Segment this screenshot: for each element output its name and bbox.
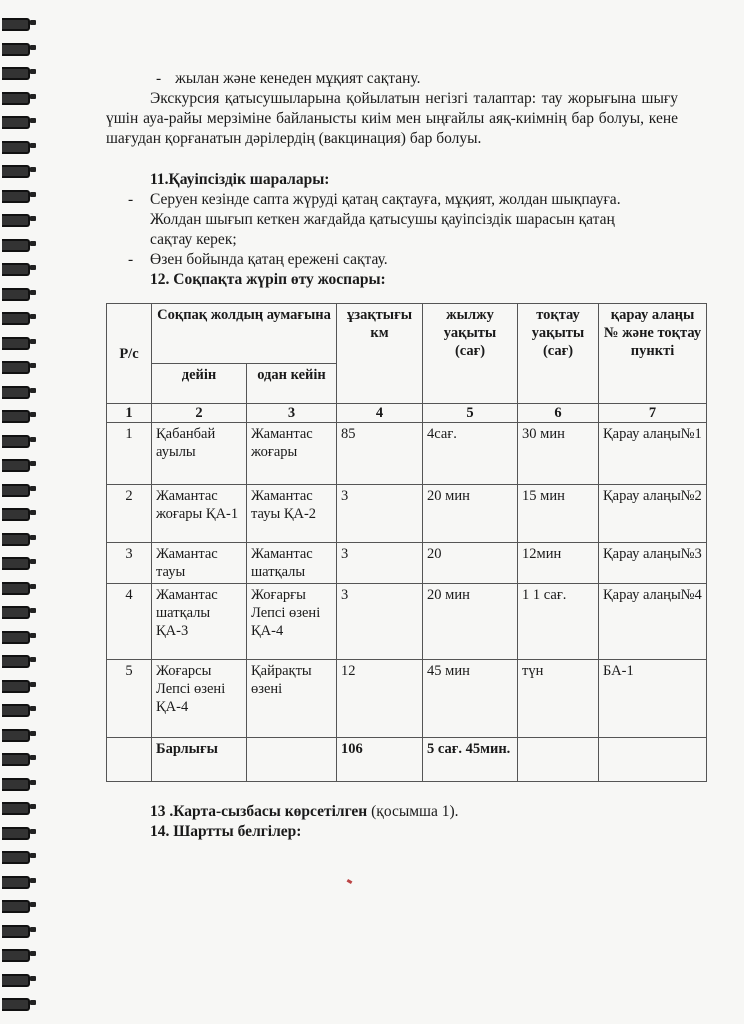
cell-move: 45 мин	[423, 660, 518, 738]
column-number: 7	[599, 404, 707, 423]
total-km: 106	[337, 738, 423, 782]
binding-ring	[2, 312, 30, 325]
bullet-dash: -	[156, 70, 162, 87]
cell-to: Жамантас жоғары	[247, 423, 337, 485]
column-number: 3	[247, 404, 337, 423]
cell-point: Қарау алаңы№2	[599, 485, 707, 543]
binding-ring	[2, 949, 30, 962]
cell-empty	[107, 738, 152, 782]
binding-ring	[2, 263, 30, 276]
table-row	[107, 584, 707, 660]
binding-hole	[30, 927, 36, 932]
bullet-line	[156, 69, 676, 89]
cell-move: 20 мин	[423, 584, 518, 660]
binding-hole	[30, 878, 36, 883]
binding-ring	[2, 851, 30, 864]
item-dash: -	[128, 191, 134, 208]
cell-point: Қарау алаңы№1	[599, 423, 707, 485]
header-stop-time: тоқтау уақыты (сағ)	[518, 304, 599, 404]
binding-ring	[2, 533, 30, 546]
cell-from: Жамантас жоғары ҚА-1	[152, 485, 247, 543]
header-to: одан кейін	[247, 364, 337, 404]
column-number-row	[107, 404, 707, 423]
binding-hole	[30, 461, 36, 466]
cell-from: Жамантас шатқалы ҚА-3	[152, 584, 247, 660]
binding-ring	[2, 67, 30, 80]
binding-ring	[2, 729, 30, 742]
item-dash: -	[128, 251, 134, 268]
cell-km: 3	[337, 584, 423, 660]
header-rs: Р/с	[107, 304, 152, 404]
binding-ring	[2, 484, 30, 497]
column-number: 1	[107, 404, 152, 423]
cell-point: БА-1	[599, 660, 707, 738]
binding-hole	[30, 853, 36, 858]
bullet-text: жылан және кенеден мұқият сақтану.	[175, 70, 421, 87]
route-plan-table	[106, 303, 707, 782]
binding-ring	[2, 631, 30, 644]
cell-point: Қарау алаңы№3	[599, 543, 707, 584]
section-11-item-text: Серуен кезінде сапта жүруді қатаң сақтауға, мұқият, жолдан шықпауға. Жолдан шығып кеткен жағдайда қатысушы қауіпсіздік шарасын қатаң сақтау керек;	[150, 191, 621, 248]
binding-hole	[30, 216, 36, 221]
header-length: ұзақтығы км	[337, 304, 423, 404]
binding-hole	[30, 755, 36, 760]
binding-hole	[30, 94, 36, 99]
binding-ring	[2, 557, 30, 570]
column-number: 4	[337, 404, 423, 423]
cell-move: 4сағ.	[423, 423, 518, 485]
binding-hole	[30, 314, 36, 319]
cell-km: 3	[337, 485, 423, 543]
binding-ring	[2, 900, 30, 913]
binding-ring	[2, 190, 30, 203]
binding-ring	[2, 704, 30, 717]
binding-ring	[2, 43, 30, 56]
binding-hole	[30, 486, 36, 491]
cell-to: Жамантас шатқалы	[247, 543, 337, 584]
binding-hole	[30, 388, 36, 393]
binding-hole	[30, 951, 36, 956]
binding-hole	[30, 20, 36, 25]
binding-hole	[30, 584, 36, 589]
header-area: Соқпақ жолдың аумағына	[152, 304, 337, 364]
binding-ring	[2, 361, 30, 374]
binding-ring	[2, 410, 30, 423]
binding-hole	[30, 192, 36, 197]
section-11-title: 11.Қауіпсіздік шаралары:	[150, 171, 330, 188]
cell-move: 20	[423, 543, 518, 584]
binding-ring	[2, 435, 30, 448]
binding-hole	[30, 118, 36, 123]
binding-ring	[2, 827, 30, 840]
binding-ring	[2, 778, 30, 791]
document-page	[44, 0, 744, 1024]
binding-ring	[2, 655, 30, 668]
section-14-title: 14. Шартты белгілер:	[150, 823, 302, 840]
binding-hole	[30, 69, 36, 74]
binding-hole	[30, 608, 36, 613]
binding-hole	[30, 265, 36, 270]
binding-ring	[2, 386, 30, 399]
section-13-note: (қосымша 1).	[367, 803, 459, 820]
binding-hole	[30, 657, 36, 662]
cell-empty	[518, 738, 599, 782]
section-11-item-text: Өзен бойында қатаң ережені сақтау.	[150, 251, 388, 268]
cell-km: 3	[337, 543, 423, 584]
cell-move: 20 мин	[423, 485, 518, 543]
binding-hole	[30, 412, 36, 417]
header-move-time: жылжу уақыты (сағ)	[423, 304, 518, 404]
cell-empty	[599, 738, 707, 782]
binding-hole	[30, 780, 36, 785]
table-row	[107, 485, 707, 543]
cell-from: Жамантас тауы	[152, 543, 247, 584]
binding-ring	[2, 214, 30, 227]
binding-ring	[2, 239, 30, 252]
cell-from: Жоғарсы Лепсі өзені ҚА-4	[152, 660, 247, 738]
section-13	[150, 802, 459, 822]
section-11-item	[128, 250, 673, 270]
cell-stop: 30 мин	[518, 423, 599, 485]
binding-ring	[2, 288, 30, 301]
total-move: 5 сағ. 45мин.	[423, 738, 518, 782]
ink-speck	[347, 879, 353, 884]
cell-km: 12	[337, 660, 423, 738]
binding-hole	[30, 437, 36, 442]
column-number: 6	[518, 404, 599, 423]
cell-number: 4	[107, 584, 152, 660]
binding-ring	[2, 753, 30, 766]
section-11-item	[128, 190, 673, 250]
binding-hole	[30, 535, 36, 540]
binding-hole	[30, 363, 36, 368]
binding-hole	[30, 682, 36, 687]
binding-hole	[30, 143, 36, 148]
table-total-row	[107, 738, 707, 782]
binding-hole	[30, 510, 36, 515]
binding-hole	[30, 1000, 36, 1005]
binding-ring	[2, 337, 30, 350]
cell-to: Жоғарғы Лепсі өзені ҚА-4	[247, 584, 337, 660]
cell-stop: 15 мин	[518, 485, 599, 543]
binding-hole	[30, 902, 36, 907]
cell-number: 3	[107, 543, 152, 584]
binding-ring	[2, 606, 30, 619]
spiral-binding	[0, 0, 44, 1024]
binding-ring	[2, 582, 30, 595]
total-label: Барлығы	[152, 738, 247, 782]
column-number: 5	[423, 404, 518, 423]
binding-hole	[30, 167, 36, 172]
header-view-point: қарау алаңы № және тоқтау пункті	[599, 304, 707, 404]
binding-hole	[30, 731, 36, 736]
table-row	[107, 660, 707, 738]
binding-ring	[2, 165, 30, 178]
binding-hole	[30, 706, 36, 711]
binding-ring	[2, 876, 30, 889]
binding-ring	[2, 802, 30, 815]
cell-to: Қайрақты өзені	[247, 660, 337, 738]
cell-stop: түн	[518, 660, 599, 738]
header-from: дейін	[152, 364, 247, 404]
binding-ring	[2, 508, 30, 521]
binding-hole	[30, 804, 36, 809]
cell-stop: 1 1 сағ.	[518, 584, 599, 660]
section-13-title: 13 .Карта-сызбасы көрсетілген	[150, 803, 368, 820]
binding-ring	[2, 998, 30, 1011]
binding-ring	[2, 925, 30, 938]
cell-point: Қарау алаңы№4	[599, 584, 707, 660]
binding-ring	[2, 680, 30, 693]
cell-from: Қабанбай ауылы	[152, 423, 247, 485]
binding-ring	[2, 18, 30, 31]
binding-ring	[2, 974, 30, 987]
binding-ring	[2, 141, 30, 154]
cell-stop: 12мин	[518, 543, 599, 584]
binding-hole	[30, 633, 36, 638]
binding-hole	[30, 829, 36, 834]
binding-hole	[30, 241, 36, 246]
binding-hole	[30, 559, 36, 564]
table-row	[107, 423, 707, 485]
table-row	[107, 543, 707, 584]
cell-to: Жамантас тауы ҚА-2	[247, 485, 337, 543]
binding-hole	[30, 976, 36, 981]
cell-km: 85	[337, 423, 423, 485]
binding-hole	[30, 45, 36, 50]
cell-number: 2	[107, 485, 152, 543]
binding-ring	[2, 92, 30, 105]
binding-ring	[2, 459, 30, 472]
column-number: 2	[152, 404, 247, 423]
binding-ring	[2, 116, 30, 129]
excursion-requirements-paragraph: Экскурсия қатысушыларына қойылатын негізгі талаптар: тау жорығына шығу үшін ауа-райы мерзіміне байланысты киім мен ыңғайлы аяқ-киімнің бар болуы, кене шағудан қорғанатын дәрілердің (вакцинация) бар болуы.	[106, 90, 678, 147]
section-12-title: 12. Соқпақта жүріп өту жоспары:	[150, 271, 386, 288]
binding-hole	[30, 339, 36, 344]
binding-hole	[30, 290, 36, 295]
cell-number: 1	[107, 423, 152, 485]
cell-empty	[247, 738, 337, 782]
cell-number: 5	[107, 660, 152, 738]
